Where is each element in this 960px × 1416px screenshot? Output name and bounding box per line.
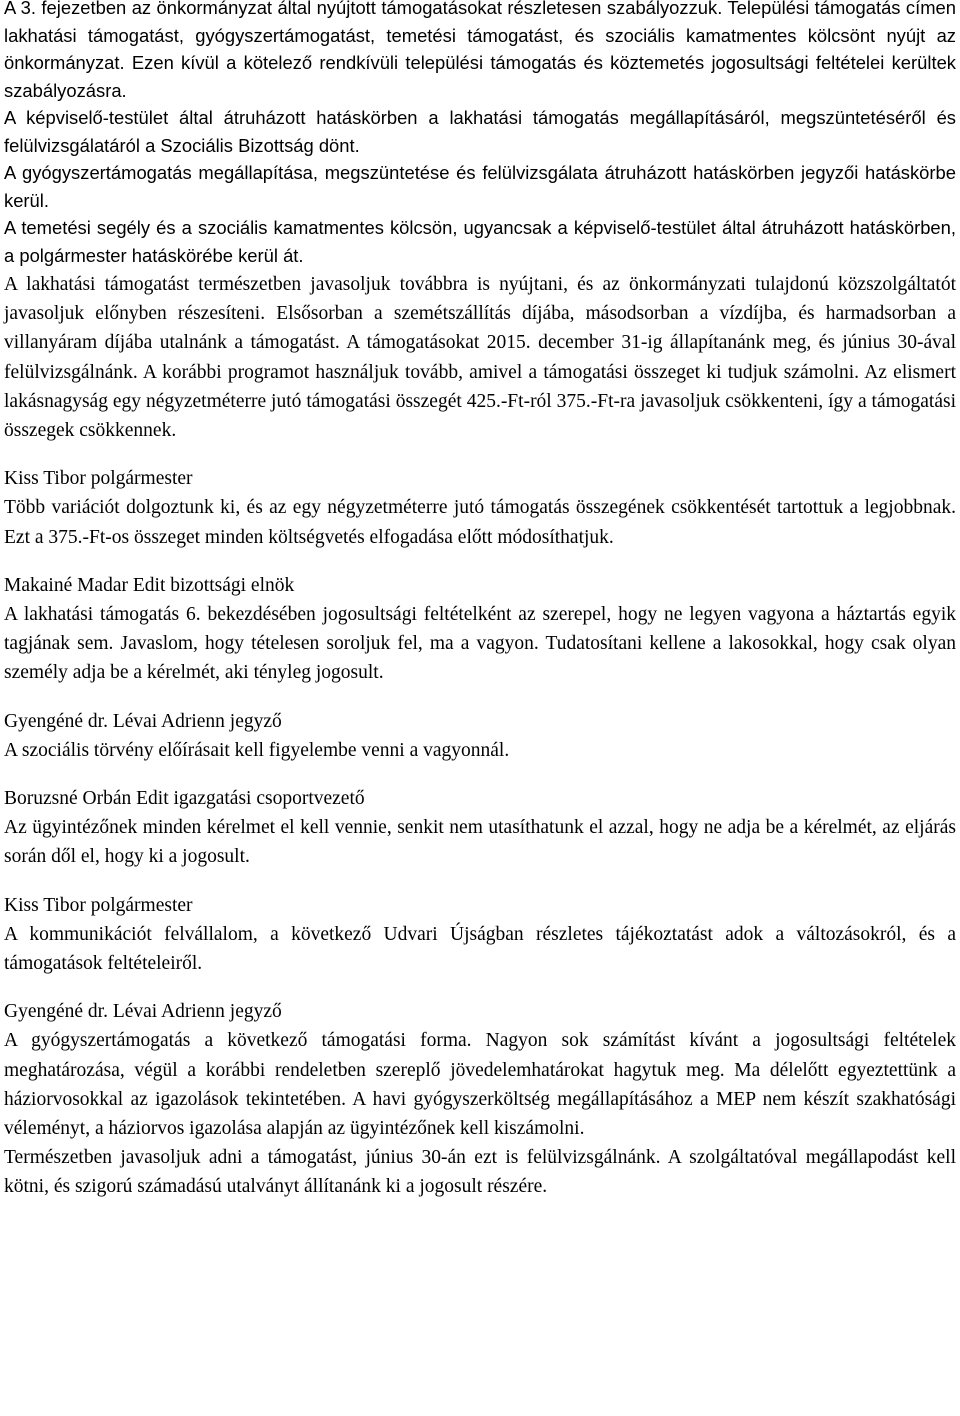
speech-block [4, 571, 956, 688]
speech-paragraph: A lakhatási támogatás 6. bekezdésében jogosultsági feltételként az szerepel, hogy ne legyen vagyona a háztartás egyik tagjának sem. Javaslom, hogy tételesen soroljuk fel, ma a vagyon. Tudatosítani kellene a lakosokkal, hogy csak olyan személy adja be a kérelmét, aki tényleg jogosult. [4, 604, 956, 684]
intro-paragraph-4: A temetési segély és a szociális kamatmentes kölcsön, ugyancsak a képviselő-testület által átruházott hatáskörben, a polgármester hatáskörébe kerül át. [4, 217, 956, 266]
intro-paragraph-2: A képviselő-testület által átruházott hatáskörben a lakhatási támogatás megállapításáról, megszüntetéséről és felülvizsgálatáról a Szociális Bizottság dönt. [4, 107, 956, 156]
speaker-name: Kiss Tibor polgármester [4, 894, 193, 916]
speaker-name: Gyengéné dr. Lévai Adrienn jegyző [4, 710, 282, 732]
speech-block [4, 997, 956, 1201]
speaker-name: Kiss Tibor polgármester [4, 468, 193, 490]
speech-paragraph: Természetben javasoljuk adni a támogatást, június 30-án ezt is felülvizsgálnánk. A szolgáltatóval megállapodást kell kötni, és szigorú számadású utalványt állítanánk ki a jogosult részére. [4, 1147, 956, 1198]
speech-block [4, 784, 956, 872]
intro-paragraph-5: A lakhatási támogatást természetben javasoljuk továbbra is nyújtani, és az önkormányzati tulajdonú közszolgáltatót javasoljuk előnyben részesíteni. Elsősorban a szemétszállítás díjába, másodsorban a vízdíjba, és harmadsorban a villanyáram díjába utalnánk a támogatást. A támogatásokat 2015. december 31-ig állapítanánk meg, és június 30-ával felülvizsgálnánk. A korábbi programot használjuk tovább, amivel a támogatási összeget ki tudjuk számolni. Az elismert lakásnagyság egy négyzetméterre jutó támogatási összegét 425.-Ft-ról 375.-Ft-ra javasoljuk csökkenteni, így a támogatási összegek csökkennek. [4, 274, 956, 442]
intro-paragraph-1: A 3. fejezetben az önkormányzat által nyújtott támogatásokat részletesen szabályozzuk. Települési támogatás címen lakhatási támogatást, gyógyszertámogatást, temetési támogatást, és szociális kamatmentes kölcsönt nyújt az önkormányzat. Ezen kívül a kötelező rendkívüli települési támogatás és köztemetés jogosultsági feltételei kerültek szabályozásra. [4, 0, 956, 101]
speech-paragraph: A kommunikációt felvállalom, a következő Udvari Újságban részletes tájékoztatást adok a változásokról, és a támogatások feltételeiről. [4, 923, 956, 975]
speech-block [4, 707, 956, 765]
speech-block [4, 464, 956, 552]
speaker-name: Boruzsné Orbán Edit igazgatási csoportvezető [4, 788, 365, 810]
intro-paragraph-3: A gyógyszertámogatás megállapítása, megszüntetése és felülvizsgálata átruházott hatáskörben jegyzői hatáskörbe kerül. [4, 162, 956, 211]
speech-paragraph: A szociális törvény előírásait kell figyelembe venni a vagyonnál. [4, 739, 510, 761]
speech-paragraph: A gyógyszertámogatás a következő támogatási forma. Nagyon sok számítást kívánt a jogosultsági feltételek meghatározása, végül a korábbi rendeletben szereplő jövedelemhatárokat hagytuk meg. Ma délelőtt egyeztettünk a háziorvosokkal az igazolások tekintetében. A havi gyógyszerköltség megállapításához a MEP nem készít szakhatósági véleményt, a háziorvos igazolása alapján az ügyintézőnek kell kiszámolni. [4, 1030, 956, 1140]
intro-section [4, 0, 956, 269]
speech-paragraph: Több variációt dolgoztunk ki, és az egy négyzetméterre jutó támogatás összegének csökkentését tartottuk a legjobbnak. Ezt a 375.-Ft-os összeget minden költségvetés elfogadása előtt módosíthatjuk. [4, 497, 956, 548]
speech-paragraph: Az ügyintézőnek minden kérelmet el kell vennie, senkit nem utasíthatunk el azzal, hogy ne adja be a kérelmét, az eljárás során dől el, hogy ki a jogosult. [4, 817, 956, 868]
speaker-name: Gyengéné dr. Lévai Adrienn jegyző [4, 1001, 282, 1023]
speech-block [4, 891, 956, 979]
speaker-name: Makainé Madar Edit bizottsági elnök [4, 574, 295, 596]
